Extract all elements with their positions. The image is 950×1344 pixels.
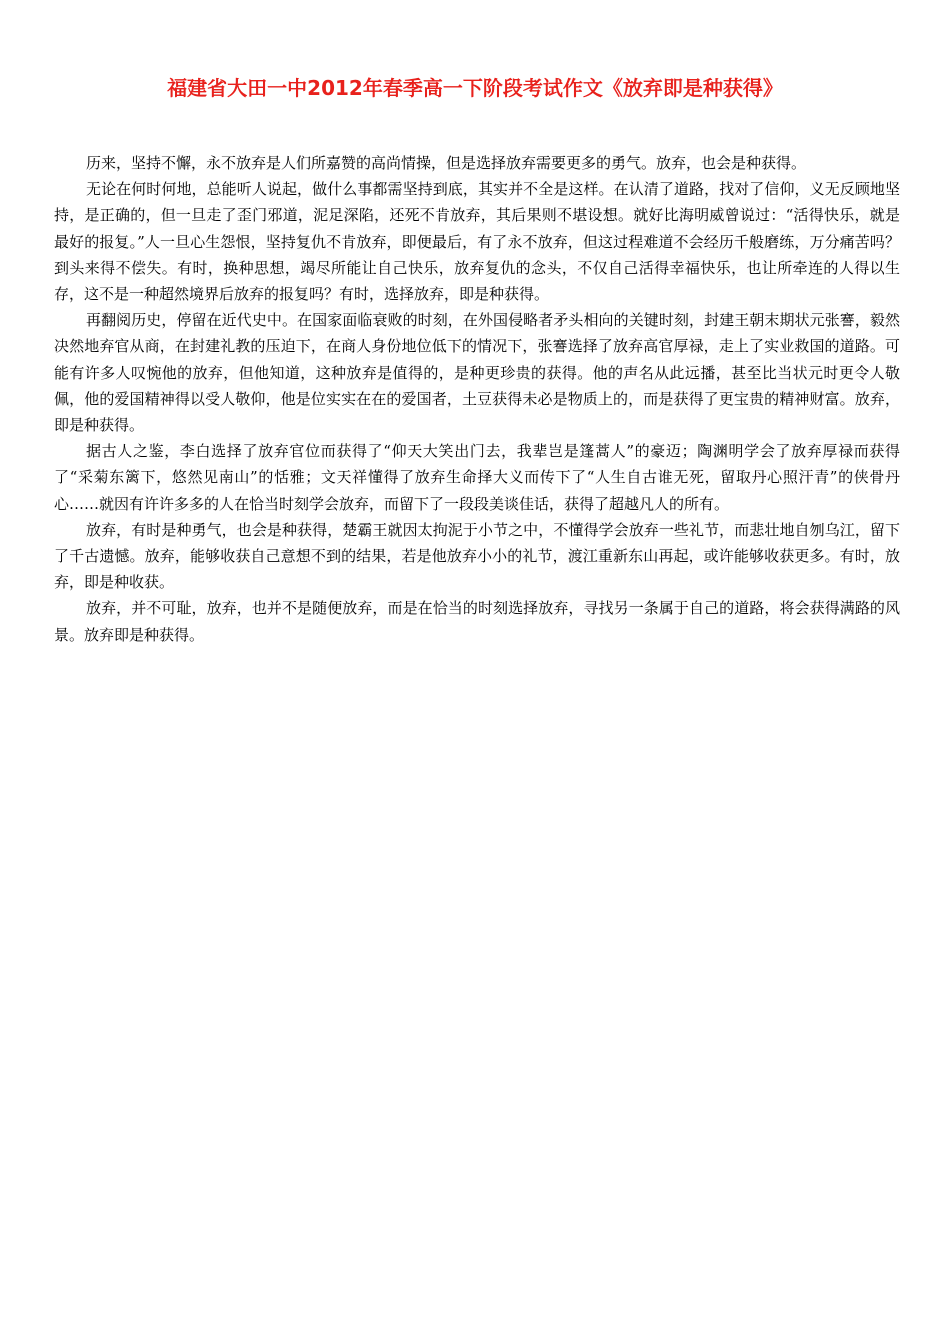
document-title: 福建省大田一中2012年春季高一下阶段考试作文《放弃即是种获得》 bbox=[167, 76, 783, 100]
paragraph-2: 无论在何时何地，总能听人说起，做什么事都需坚持到底，其实并不全是这样。在认清了道路，找对了信仰，义无反顾地坚持，是正确的，但一旦走了歪门邪道，泥足深陷，还死不肯放弃，其后果则不堪设想。就好比海明威曾说过：“活得快乐，就是最好的报复。”人一旦心生怨恨，坚持复仇不肯放弃，即便最后，有了永不放弃，但这过程难道不会经历千般磨练，万分痛苦吗？到头来得不偿失。有时，换种思想，竭尽所能让自己快乐，放弃复仇的念头，不仅自己活得幸福快乐，也让所牵连的人得以生存，这不是一种超然境界后放弃的报复吗？有时，选择放弃，即是种获得。 bbox=[54, 180, 900, 304]
paragraph-5: 放弃，有时是种勇气，也会是种获得，楚霸王就因太拘泥于小节之中，不懂得学会放弃一些礼节，而悲壮地自刎乌江，留下了千古遗憾。放弃，能够收获自己意想不到的结果，若是他放弃小小的礼节，渡江重新东山再起，或许能够收获更多。有时，放弃，即是种收获。 bbox=[54, 520, 900, 592]
paragraph-4: 据古人之鉴，李白选择了放弃官位而获得了“仰天大笑出门去，我辈岂是篷蒿人”的豪迈；陶渊明学会了放弃厚禄而获得了“采菊东篱下，悠然见南山”的恬雅；文天祥懂得了放弃生命择大义而传下了“人生自古谁无死，留取丹心照汗青”的侠骨丹心……就因有许许多多的人在恰当时刻学会放弃，而留下了一段段美谈佳话，获得了超越凡人的所有。 bbox=[54, 442, 900, 513]
essay-body bbox=[54, 150, 900, 648]
paragraph-1: 历来，坚持不懈，永不放弃是人们所嘉赞的高尚情操，但是选择放弃需要更多的勇气。放弃，也会是种获得。 bbox=[86, 154, 807, 172]
paragraph-3: 再翻阅历史，停留在近代史中。在国家面临衰败的时刻，在外国侵略者矛头相向的关键时刻，封建王朝末期状元张謇，毅然决然地弃官从商，在封建礼教的压迫下，在商人身份地位低下的情况下，张謇选择了放弃高官厚禄，走上了实业救国的道路。可能有许多人叹惋他的放弃，但他知道，这种放弃是值得的，是种更珍贵的获得。他的声名从此远播，甚至比当状元时更令人敬佩，他的爱国精神得以受人敬仰，他是位实实在在的爱国者，土豆获得未必是物质上的，而是获得了更宝贵的精神财富。放弃，即是种获得。 bbox=[54, 311, 900, 435]
paragraph-6: 放弃，并不可耻，放弃，也并不是随便放弃，而是在恰当的时刻选择放弃，寻找另一条属于自己的道路，将会获得满路的风景。放弃即是种获得。 bbox=[54, 599, 900, 644]
